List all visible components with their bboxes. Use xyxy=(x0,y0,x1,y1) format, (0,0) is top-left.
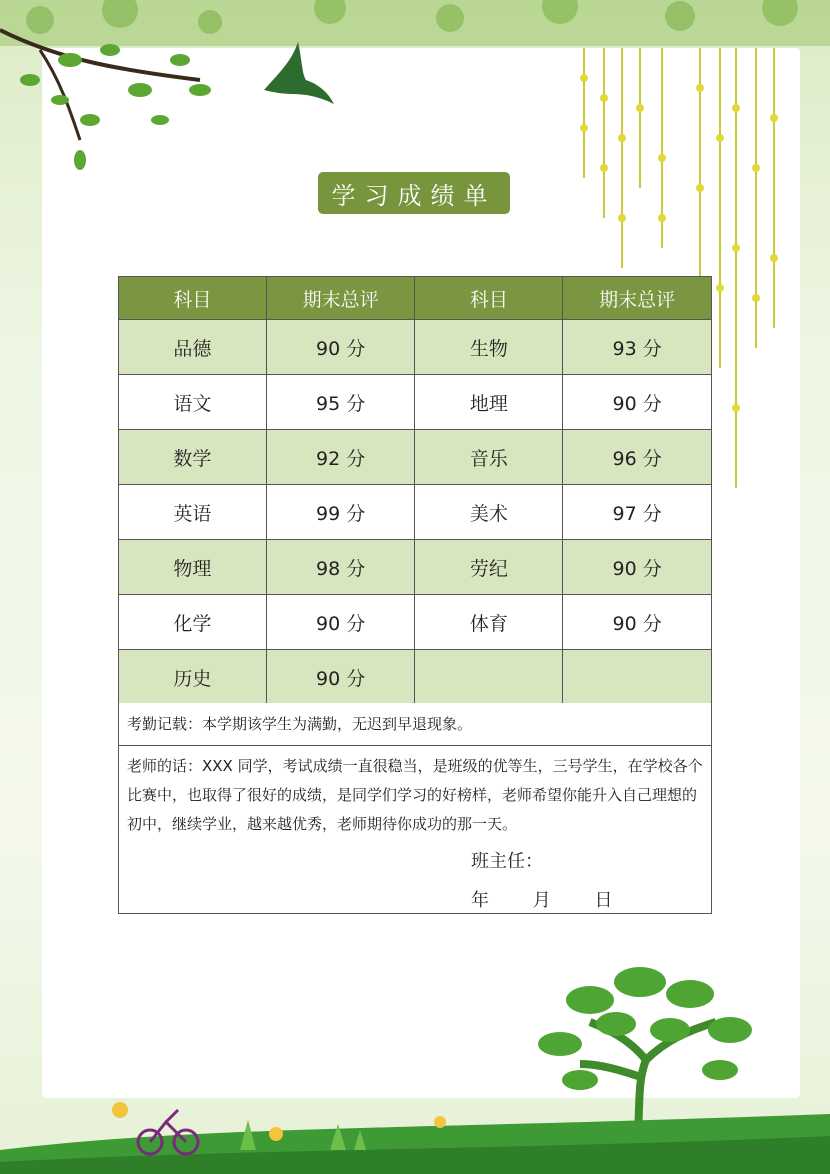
score-cell: 90 分 xyxy=(563,375,712,430)
subject-cell: 语文 xyxy=(119,375,267,430)
subject-cell: 英语 xyxy=(119,485,267,540)
subject-cell: 化学 xyxy=(119,595,267,650)
attendance-record: 考勤记载：本学期该学生为满勤，无迟到早退现象。 xyxy=(119,703,711,746)
score-cell: 98 分 xyxy=(266,540,415,595)
score-cell: 97 分 xyxy=(563,485,712,540)
date-month-label: 月 xyxy=(532,890,551,911)
score-cell: 90 分 xyxy=(266,595,415,650)
teacher-comment: 老师的话：XXX 同学，考试成绩一直很稳当，是班级的优等生，三号学生，在学校各个比赛中，也取得了很好的成绩，是同学们学习的好榜样，老师希望你能升入自己理想的初中，继续学业，越来越优秀，老师期待你成功的那一天。 xyxy=(127,757,703,833)
score-cell: 90 分 xyxy=(563,540,712,595)
table-row xyxy=(119,430,712,485)
score-cell: 92 分 xyxy=(266,430,415,485)
score-cell: 95 分 xyxy=(266,375,415,430)
date-year-label: 年 xyxy=(471,890,489,911)
subject-cell: 音乐 xyxy=(415,430,563,485)
column-header-subject: 科目 xyxy=(119,277,267,320)
table-row xyxy=(119,320,712,375)
subject-cell xyxy=(415,650,563,705)
date-line xyxy=(471,886,650,912)
subject-cell: 品德 xyxy=(119,320,267,375)
score-cell: 90 分 xyxy=(563,595,712,650)
page-title: 学习成绩单 xyxy=(318,172,510,214)
score-cell xyxy=(563,650,712,705)
score-cell: 93 分 xyxy=(563,320,712,375)
meadow-decoration xyxy=(0,1070,830,1174)
tree-branch-decoration xyxy=(0,20,240,240)
date-day-label: 日 xyxy=(594,890,613,911)
score-cell: 90 分 xyxy=(266,650,415,705)
table-row xyxy=(119,375,712,430)
subject-cell: 地理 xyxy=(415,375,563,430)
table-row xyxy=(119,595,712,650)
column-header-subject: 科目 xyxy=(415,277,563,320)
teacher-signature-label: 班主任： xyxy=(471,851,543,872)
table-row xyxy=(119,540,712,595)
score-cell: 96 分 xyxy=(563,430,712,485)
column-header-final-grade: 期末总评 xyxy=(266,277,415,320)
notes-section xyxy=(118,703,712,914)
table-header-row xyxy=(119,277,712,320)
table-row xyxy=(119,650,712,705)
grade-table xyxy=(118,276,712,705)
score-cell: 99 分 xyxy=(266,485,415,540)
table-row xyxy=(119,485,712,540)
score-cell: 90 分 xyxy=(266,320,415,375)
subject-cell: 生物 xyxy=(415,320,563,375)
subject-cell: 美术 xyxy=(415,485,563,540)
subject-cell: 体育 xyxy=(415,595,563,650)
swallow-bird-icon xyxy=(262,40,336,106)
subject-cell: 数学 xyxy=(119,430,267,485)
column-header-final-grade: 期末总评 xyxy=(563,277,712,320)
subject-cell: 历史 xyxy=(119,650,267,705)
subject-cell: 劳纪 xyxy=(415,540,563,595)
subject-cell: 物理 xyxy=(119,540,267,595)
